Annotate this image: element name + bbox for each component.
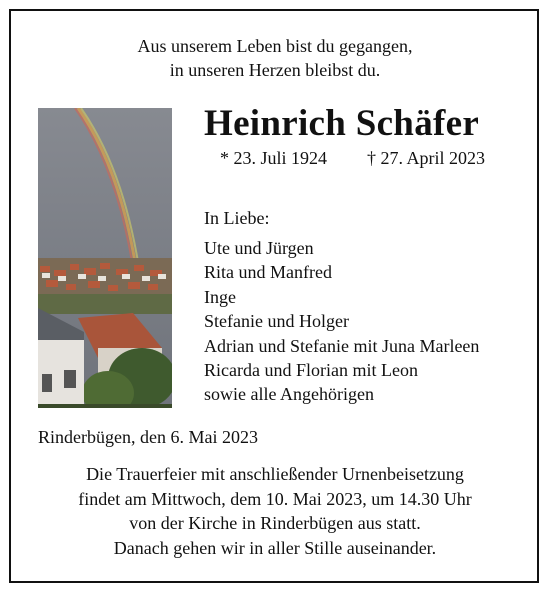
verse-line-2: in unseren Herzen bleibst du. bbox=[169, 60, 381, 80]
mourner-name: Ute und Jürgen bbox=[204, 238, 314, 258]
birth-date: * 23. Juli 1924 bbox=[220, 148, 328, 168]
funeral-notice bbox=[0, 462, 550, 560]
mourners-intro: In Liebe: bbox=[204, 208, 270, 228]
notice-line: Die Trauerfeier mit anschließender Urnenbeisetzung bbox=[86, 464, 464, 484]
rainbow-village-photo bbox=[38, 108, 172, 408]
deceased-name: Heinrich Schäfer bbox=[204, 103, 480, 144]
mourner-name: Adrian und Stefanie mit Juna Marleen bbox=[204, 335, 480, 356]
notice-line: von der Kirche in Rinderbügen aus statt. bbox=[129, 513, 421, 533]
verse-line-1: Aus unserem Leben bist du gegangen, bbox=[137, 36, 413, 56]
mourner-name: Stefanie und Holger bbox=[204, 311, 349, 332]
mourner-name: Inge bbox=[204, 286, 236, 307]
mourner-name: sowie alle Angehörigen bbox=[204, 384, 374, 405]
mourner-name: Rita und Manfred bbox=[204, 262, 332, 283]
death-date: † 27. April 2023 bbox=[367, 148, 486, 168]
mourners-list bbox=[204, 236, 479, 407]
mourner-name: Ricarda und Florian mit Leon bbox=[204, 360, 418, 381]
place-and-date: Rinderbügen, den 6. Mai 2023 bbox=[38, 427, 258, 447]
notice-line: Danach gehen wir in aller Stille auseinander. bbox=[113, 537, 437, 558]
notice-line: findet am Mittwoch, dem 10. Mai 2023, um 14.30 Uhr bbox=[78, 488, 472, 509]
